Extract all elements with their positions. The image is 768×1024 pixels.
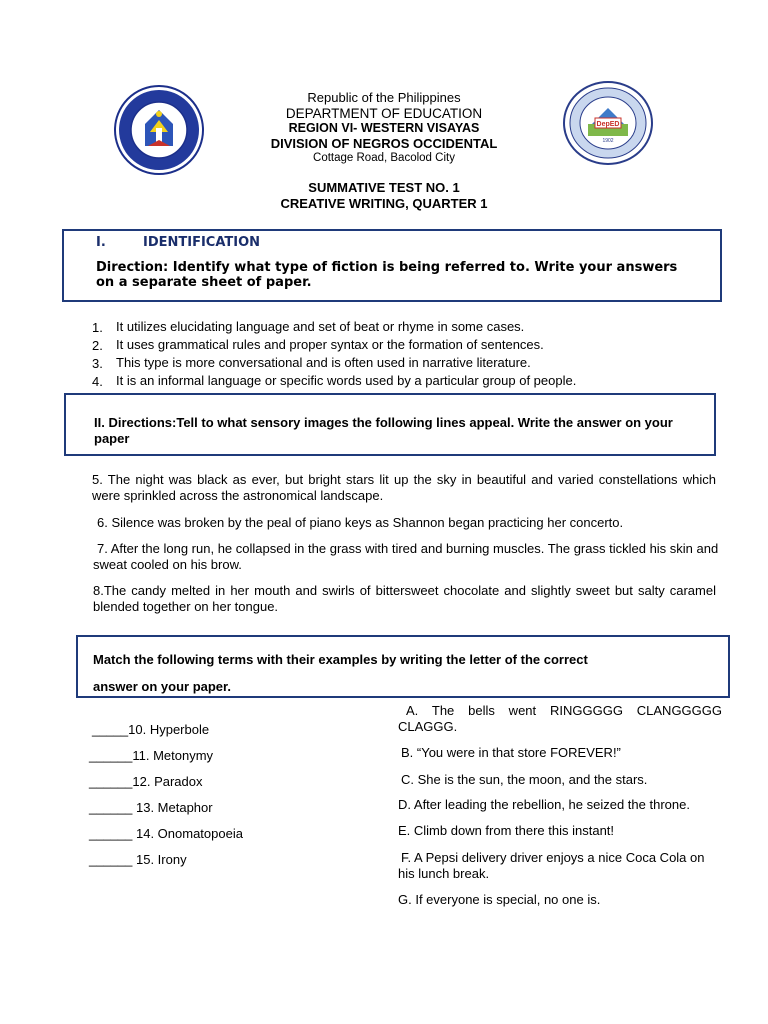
item-text: It utilizes elucidating language and set of beat or rhyme in some cases.	[116, 319, 525, 334]
header-department: DEPARTMENT OF EDUCATION	[285, 106, 483, 121]
match-answer-c: C. She is the sun, the moon, and the stars.	[401, 772, 648, 787]
match-term-15: ______ 15. Irony	[89, 852, 187, 867]
item-number: 1.	[92, 320, 103, 335]
question-8: 8.The candy melted in her mouth and swirls of bittersweet chocolate and slightly sweet but salty caramel blended together on her tongue.	[93, 583, 716, 614]
item-number: 3.	[92, 356, 103, 371]
item-number: 4.	[92, 374, 103, 389]
list-item	[92, 337, 544, 355]
list-item	[92, 355, 531, 373]
match-term-10: _____10. Hyperbole	[92, 722, 210, 737]
section3-direction-line2: answer on your paper.	[93, 679, 231, 694]
test-subtitle: CREATIVE WRITING, QUARTER 1	[280, 196, 488, 211]
header-region: REGION VI- WESTERN VISAYAS	[288, 121, 480, 135]
question-5: 5. The night was black as ever, but bright stars lit up the sky in beautiful and varied constellations which were sprinkled across the astronomical landscape.	[92, 472, 716, 503]
section1-numeral: I.	[96, 235, 106, 250]
item-text: This type is more conversational and is often used in narrative literature.	[116, 355, 531, 370]
match-term-14: ______ 14. Onomatopoeia	[89, 826, 243, 841]
match-answer-a: A. The bells went RINGGGGG CLANGGGGG CLAGGG.	[398, 703, 722, 734]
match-answer-b: B. “You were in that store FOREVER!”	[401, 745, 621, 760]
match-answer-e: E. Climb down from there this instant!	[398, 823, 615, 838]
section1-direction: Direction: Identify what type of fiction is being referred to. Write your answers on a separate sheet of paper.	[96, 260, 678, 290]
section1-heading: IDENTIFICATION	[143, 235, 261, 250]
match-answer-d: D. After leading the rebellion, he seized the throne.	[398, 797, 690, 812]
svg-text:1902: 1902	[602, 138, 614, 144]
match-term-12: ______12. Paradox	[89, 774, 203, 789]
match-answer-g: G. If everyone is special, no one is.	[398, 892, 601, 907]
section2-box	[64, 393, 716, 456]
svg-text:DepED: DepED	[596, 121, 620, 128]
header-address: Cottage Road, Bacolod City	[313, 152, 455, 164]
section1-box	[62, 229, 722, 302]
question-6: 6. Silence was broken by the peal of piano keys as Shannon began practicing her concerto.	[97, 515, 624, 530]
item-text: It is an informal language or specific words used by a particular group of people.	[116, 373, 577, 388]
section3-direction-line1: Match the following terms with their examples by writing the letter of the correct	[93, 652, 588, 667]
question-7: 7. After the long run, he collapsed in the grass with tired and burning muscles. The grass tickled his skin and sweat cooled on his brow.	[93, 541, 719, 572]
list-item	[92, 319, 525, 337]
item-text: It uses grammatical rules and proper syntax or the formation of sentences.	[116, 337, 544, 352]
section3-box	[76, 635, 730, 698]
match-term-11: ______11. Metonymy	[89, 748, 214, 763]
match-answer-f: F. A Pepsi delivery driver enjoys a nice Coca Cola on his lunch break.	[398, 850, 705, 881]
header-republic: Republic of the Philippines	[307, 90, 461, 105]
match-term-13: ______ 13. Metaphor	[89, 800, 213, 815]
item-number: 2.	[92, 338, 103, 353]
section2-direction: II. Directions:Tell to what sensory images the following lines appeal. Write the answer on your paper	[94, 415, 673, 446]
test-title: SUMMATIVE TEST NO. 1	[308, 180, 460, 195]
header-division: DIVISION OF NEGROS OCCIDENTAL	[270, 136, 498, 151]
list-item	[92, 373, 577, 391]
